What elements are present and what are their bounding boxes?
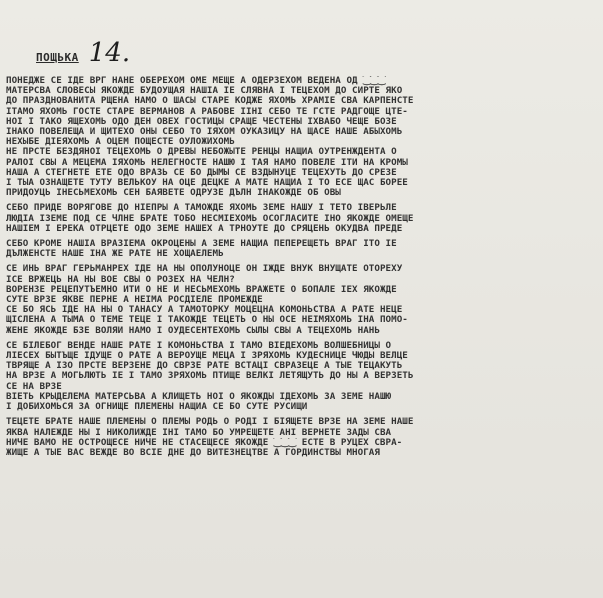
text-line: ЩІСЛЕНА А ТЫМА О ТЕМЕ ТЕЦЕ І ТАКОЖДЕ ТЕЦЕТЬ О НЫ ОСЕ НЕІМЯХОМЬ ІНА ПОМО- (6, 315, 408, 326)
text-line: ТЕЦЕТЕ БРАТЕ НАШЕ ПЛЕМЕНЫ О ПЛЕМЫ РОДЬ О РОДІ І БІЯЩЕТЕ ВРЗЕ НА ЗЕМЕ НАШЕ (6, 417, 414, 428)
text-line: НЕХЫБЕ ДІЕЯХОМЬ А ОЦЕМ ПОЩЕСТЕ ОУЛОЖИХОМЬ (6, 137, 235, 148)
text-line: ВОРЕНЗЕ РЕЦЕПУТЪЕМНО ИТИ О НЕ И НЕСЬМЕХОМЬ ВРАЖЕТЕ О БОПАЛЕ ІЕХ ЯКОЖДЕ (6, 284, 397, 295)
text-line: ДО ПРАЗДНОВАНИТА РЩЕНА НАМО О ШАСЫ СТАРЕ КОДЖЕ ЯХОМЬ ХРАМІЕ СВА КАРПЕНСТЕ (6, 96, 414, 107)
text-line: СЕ БІЛЕБОГ ВЕНДЕ НАШЕ РАТЕ І КОМОНЬСТВА І ТАМО ВІЕДЕХОМЬ ВОЛШЕБНИЦЫ О (6, 340, 392, 351)
text-line: ІСЕ ВРЖЕЦЬ НА НЫ ВОЕ СВЫ О РОЗЕХ НА ЧЕЛН? (6, 274, 235, 285)
text-line: НЕ ПРСТЕ БЕЗДЯНОІ ТЕЦЕХОМЬ О ДРЕВЫ НЕБОЖЫТЕ РЕНЦЫ НАЩИА ОУТРЕНЖДЕНТА О (6, 147, 397, 158)
page-number: 14. (88, 38, 131, 68)
page-header (36, 38, 595, 72)
text-line: РАЛОІ СВЫ А МЕЦЕМА ІЯХОМЬ НЕЛЕГНОСТЕ НАШЮ І ТАЯ НАМО ПОВЕЛЕ ІТИ НА КРОМЫ (6, 157, 408, 168)
text-line: НИЧЕ ВАМО НЕ ОСТРОЩЕСЕ НИЧЕ НЕ СТАСЕЩЕСЕ ЯКОЖДЕ ⁐⁐⁐ ЕСТЕ В РУЦЕХ СВРА- (6, 437, 403, 448)
text-line: НАША А СТЕГНЕТЕ ЕТЕ ОДО ВРАЗЬ СЕ БО ДЫМЫ СЕ ВЗДЫНУЦЕ ТЕЦЕХУТЬ ДО СРЕЗЕ (6, 167, 397, 178)
text-line: ТВРЯЩЕ А ІЗО ПРСТЕ ВЕРЗЕНЕ ДО СВРЗЕ РАТЕ ВСТАЦІ СВРАЗЕЦЕ А ТЫЕ ТЕЦАКУТЬ (6, 361, 403, 372)
paragraph (6, 417, 595, 458)
text-line: СЕ НА ВРЗЕ (6, 381, 62, 392)
text-line: СЕБО ПРИДЕ ВОРЯГОВЕ ДО НІЕПРЫ А ТАМОЖДЕ ЯХОМЬ ЗЕМЕ НАШУ І ТЕТО ІВЕРЬЛЕ (6, 203, 397, 214)
text-line: СЕ БО ЯСЬ ІДЕ НА НЫ О ТАНАСУ А ТАМОТОРКУ МОЦЕЦНА КОМОНЬСТВА А РАТЕ НЕЦЕ (6, 305, 403, 316)
paragraph (6, 264, 595, 335)
text-line: ЖЕНЕ ЯКОЖДЕ БЗЕ ВОЛЯЙ НАМО І ОУДЕСЕНТЕХОМЬ СЫЛЫ СВЫ А ТЕЦЕХОМЬ НАНЬ (6, 325, 380, 336)
text-line: НА ВРЗЕ А МОГЬЛЮТЬ ІЕ І ТАМО ЗРЯХОМЬ ПТИЩЕ ВЕЛКІ ЛЕТЯЩУТЬ ДО НЫ А ВЕРЗЕТЬ (6, 371, 414, 382)
text-line: І ДОБИХОМЬСЯ ЗА ОГНИЩЕ ПЛЕМЕНЫ НАЩИА СЕ БО СУТЕ РУСИЩИ (6, 402, 308, 413)
text-line: ЖИЩЕ А ТЫЕ ВАС ВЕЖДЕ ВО ВСІЕ ДНЕ ДО ВИТЕЗНЕЦТВЕ А ГОРДИНСТВЫ МНОГАЯ (6, 447, 380, 458)
text-line: НОІ І ТАКО ЯЩЕХОМЬ ОДО ДЕН ОВЕХ ГОСТИЦЫ СРАЩЕ ЧЕСТЕНЫ ІХВАБО ЧЕЩЕ БОЗЕ (6, 116, 397, 127)
text-line: ЯКВА НАЛЕЖДЕ НЫ І НИКОЛИЖДЕ ІНІ ТАМО БО УМРЕЩЕТЕ АНІ ВЕРНЕТЕ ЗАДЫ СВА (6, 427, 392, 438)
text-line: ІНАКО ПОВЕЛЕЩА И ЩИТЕХО ОНЫ СЕБО ТО ІЯХОМ ОУКАЗИЦУ НА ЩАСЕ НАШЕ АБЫХОМЬ (6, 127, 403, 138)
text-line: СЕБО КРОМЕ НАШІА ВРАЗІЕМА ОКРОЦЕНЫ А ЗЕМЕ НАЩИА ПЕПЕРЕЩЕТЬ ВРАГ ІТО ІЕ (6, 239, 397, 250)
paragraph (6, 203, 595, 234)
text-line: ЛІЕСЕХ БЫТЪЩЕ ІДУЩЕ О РАТЕ А ВЕРОУЩЕ МЕЦА І ЗРЯХОМЬ КУДЕСНИЦЕ ЧЮДЫ ВЕЛЦЕ (6, 351, 408, 362)
text-line: ВІЕТЬ КРЫДЕЛЕМА МАТЕРСЬВА А КЛИЩЕТЬ НОІ О ЯКОЖДЫ ІДЕХОМЬ ЗА ЗЕМЕ НАШЮ (6, 391, 392, 402)
text-line: СУТЕ ВРЗЕ ЯКВЕ ПЕРНЕ А НЕІМА РОСДІЕЛЕ ПРОМЕЖДЕ (6, 295, 263, 306)
text-line: СЕ ИНЬ ВРАГ ГЕРЬМАНРЕХ ІДЕ НА НЫ ОПОЛУНОЦЕ ОН ІЖДЕ ВНУК ВНУЩАТЕ ОТОРЕХУ (6, 264, 403, 275)
document-body (6, 76, 595, 458)
text-line: ЛЮДІА ІЗЕМЕ ПОД СЕ ЧЛНЕ БРАТЕ ТОБО НЕСМІЕХОМЬ ОСОГЛАСИТЕ ІНО ЯКОЖДЕ ОМЕЩЕ (6, 213, 414, 224)
paragraph (6, 76, 595, 198)
text-line: МАТЕРСВА СЛОВЕСЫ ЯКОЖДЕ БУДОУЩАЯ НАШІА ІЕ СЛЯВНА І ТЕЦЕХОМ ДО СИРТЕ ЯКО (6, 86, 403, 97)
text-line: НАШІЕМ І ЕРЕКА ОТРЦЕТЕ ОДО ЗЕМЕ НАШЕХ А ТРНОУТЕ ДО СРЯЦЕНЬ ОКУДВА ПРЕДЕ (6, 223, 403, 234)
page-label: ПОЩЬКА (36, 51, 79, 64)
text-line: І ТЫА ОЗНАЩЕТЕ ТУТУ ВЕЛЬКОУ НА ОЦЕ ДЕЦКЕ А МАТЕ НАЩИА І ТО ЕСЕ ЩАС БОРЕЕ (6, 178, 408, 189)
text-line: ПОНЕДЖЕ СЕ ІДЕ ВРГ НАНЕ ОБЕРЕХОМ ОМЕ МЕЩЕ А ОДЕРЗЕХОМ ВЕДЕНА ОД ⁐⁐⁐ (6, 76, 386, 86)
text-line: ДЪЛЖЕНСТЕ НАШЕ ІНА ЖЕ РАТЕ НЕ ХОЩАЕЛЕМЬ (6, 249, 224, 260)
paragraph (6, 341, 595, 412)
text-line: ІТАМО ЯХОМЬ ГОСТЕ СТАРЕ ВЕРМАНОВ А РАБОВЕ ІІНІ СЕБО ТЕ ГСТЕ РАДГОЩЕ ЦТЕ- (6, 106, 408, 117)
text-line: ПРИДОУЦЬ ІНЕСЬМЕХОМЬ СЕН БАЯВЕТЕ ОДРУЗЕ ДЪЛН ІНАКОЖДЕ ОБ ОВЫ (6, 188, 341, 199)
paragraph (6, 239, 595, 259)
